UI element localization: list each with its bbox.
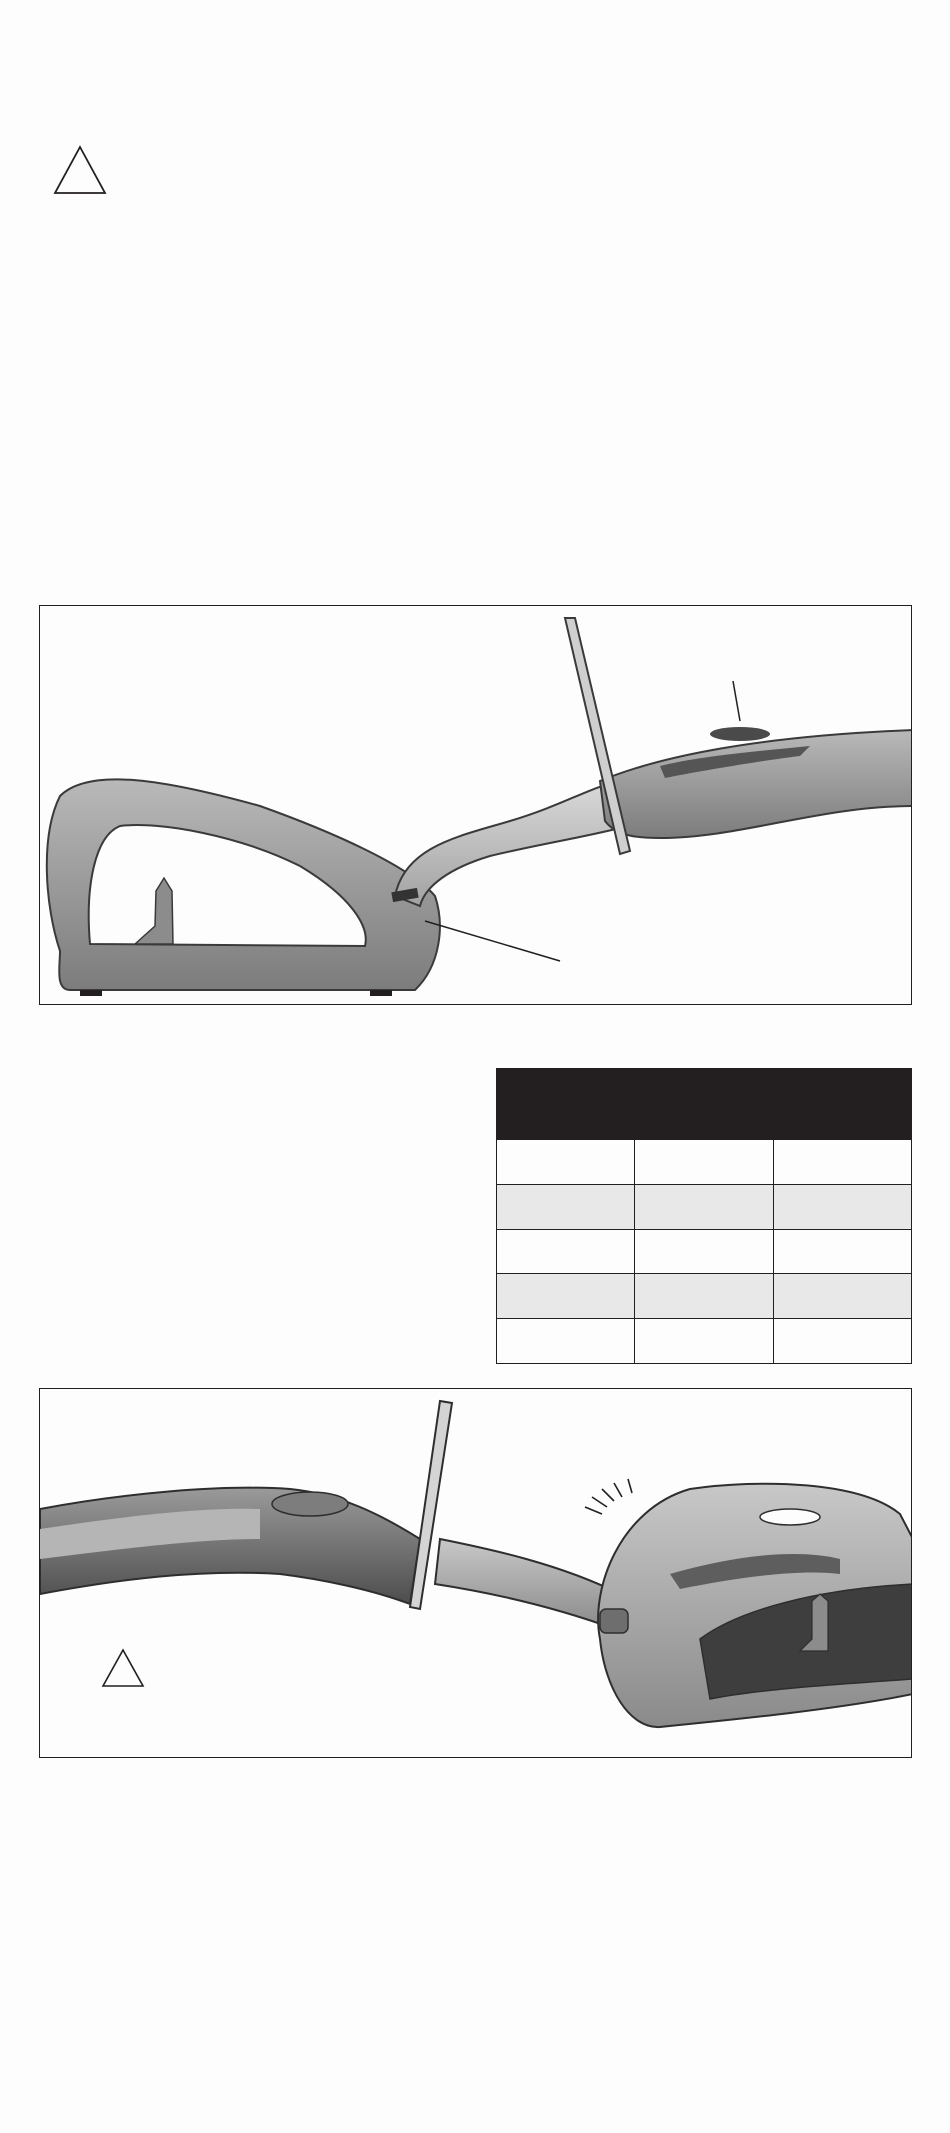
table-cell xyxy=(497,1319,635,1364)
table-cell xyxy=(773,1319,911,1364)
table-cell xyxy=(497,1274,635,1319)
table-cell xyxy=(773,1229,911,1274)
table-cell xyxy=(635,1319,773,1364)
table-cell xyxy=(497,1184,635,1229)
curing-light-illustration-2 xyxy=(40,1389,912,1758)
curing-light-illustration-1 xyxy=(40,606,912,1005)
callout-leader-2 xyxy=(425,921,560,961)
callout-leader-1 xyxy=(733,681,740,721)
table-cell xyxy=(635,1274,773,1319)
figure-charging-base xyxy=(39,605,912,1005)
click-indicator-icon xyxy=(585,1479,632,1514)
specification-table xyxy=(496,1068,912,1364)
table-cell xyxy=(497,1140,635,1185)
table-cell xyxy=(635,1140,773,1185)
warning-triangle-icon xyxy=(52,144,108,196)
table-cell xyxy=(773,1274,911,1319)
table-cell xyxy=(773,1140,911,1185)
figure-docking-handpiece xyxy=(39,1388,912,1758)
table-header xyxy=(497,1069,912,1140)
table-cell xyxy=(635,1184,773,1229)
table-cell xyxy=(635,1229,773,1274)
warning-triangle-icon xyxy=(100,1647,146,1689)
table-cell xyxy=(497,1229,635,1274)
table-cell xyxy=(773,1184,911,1229)
